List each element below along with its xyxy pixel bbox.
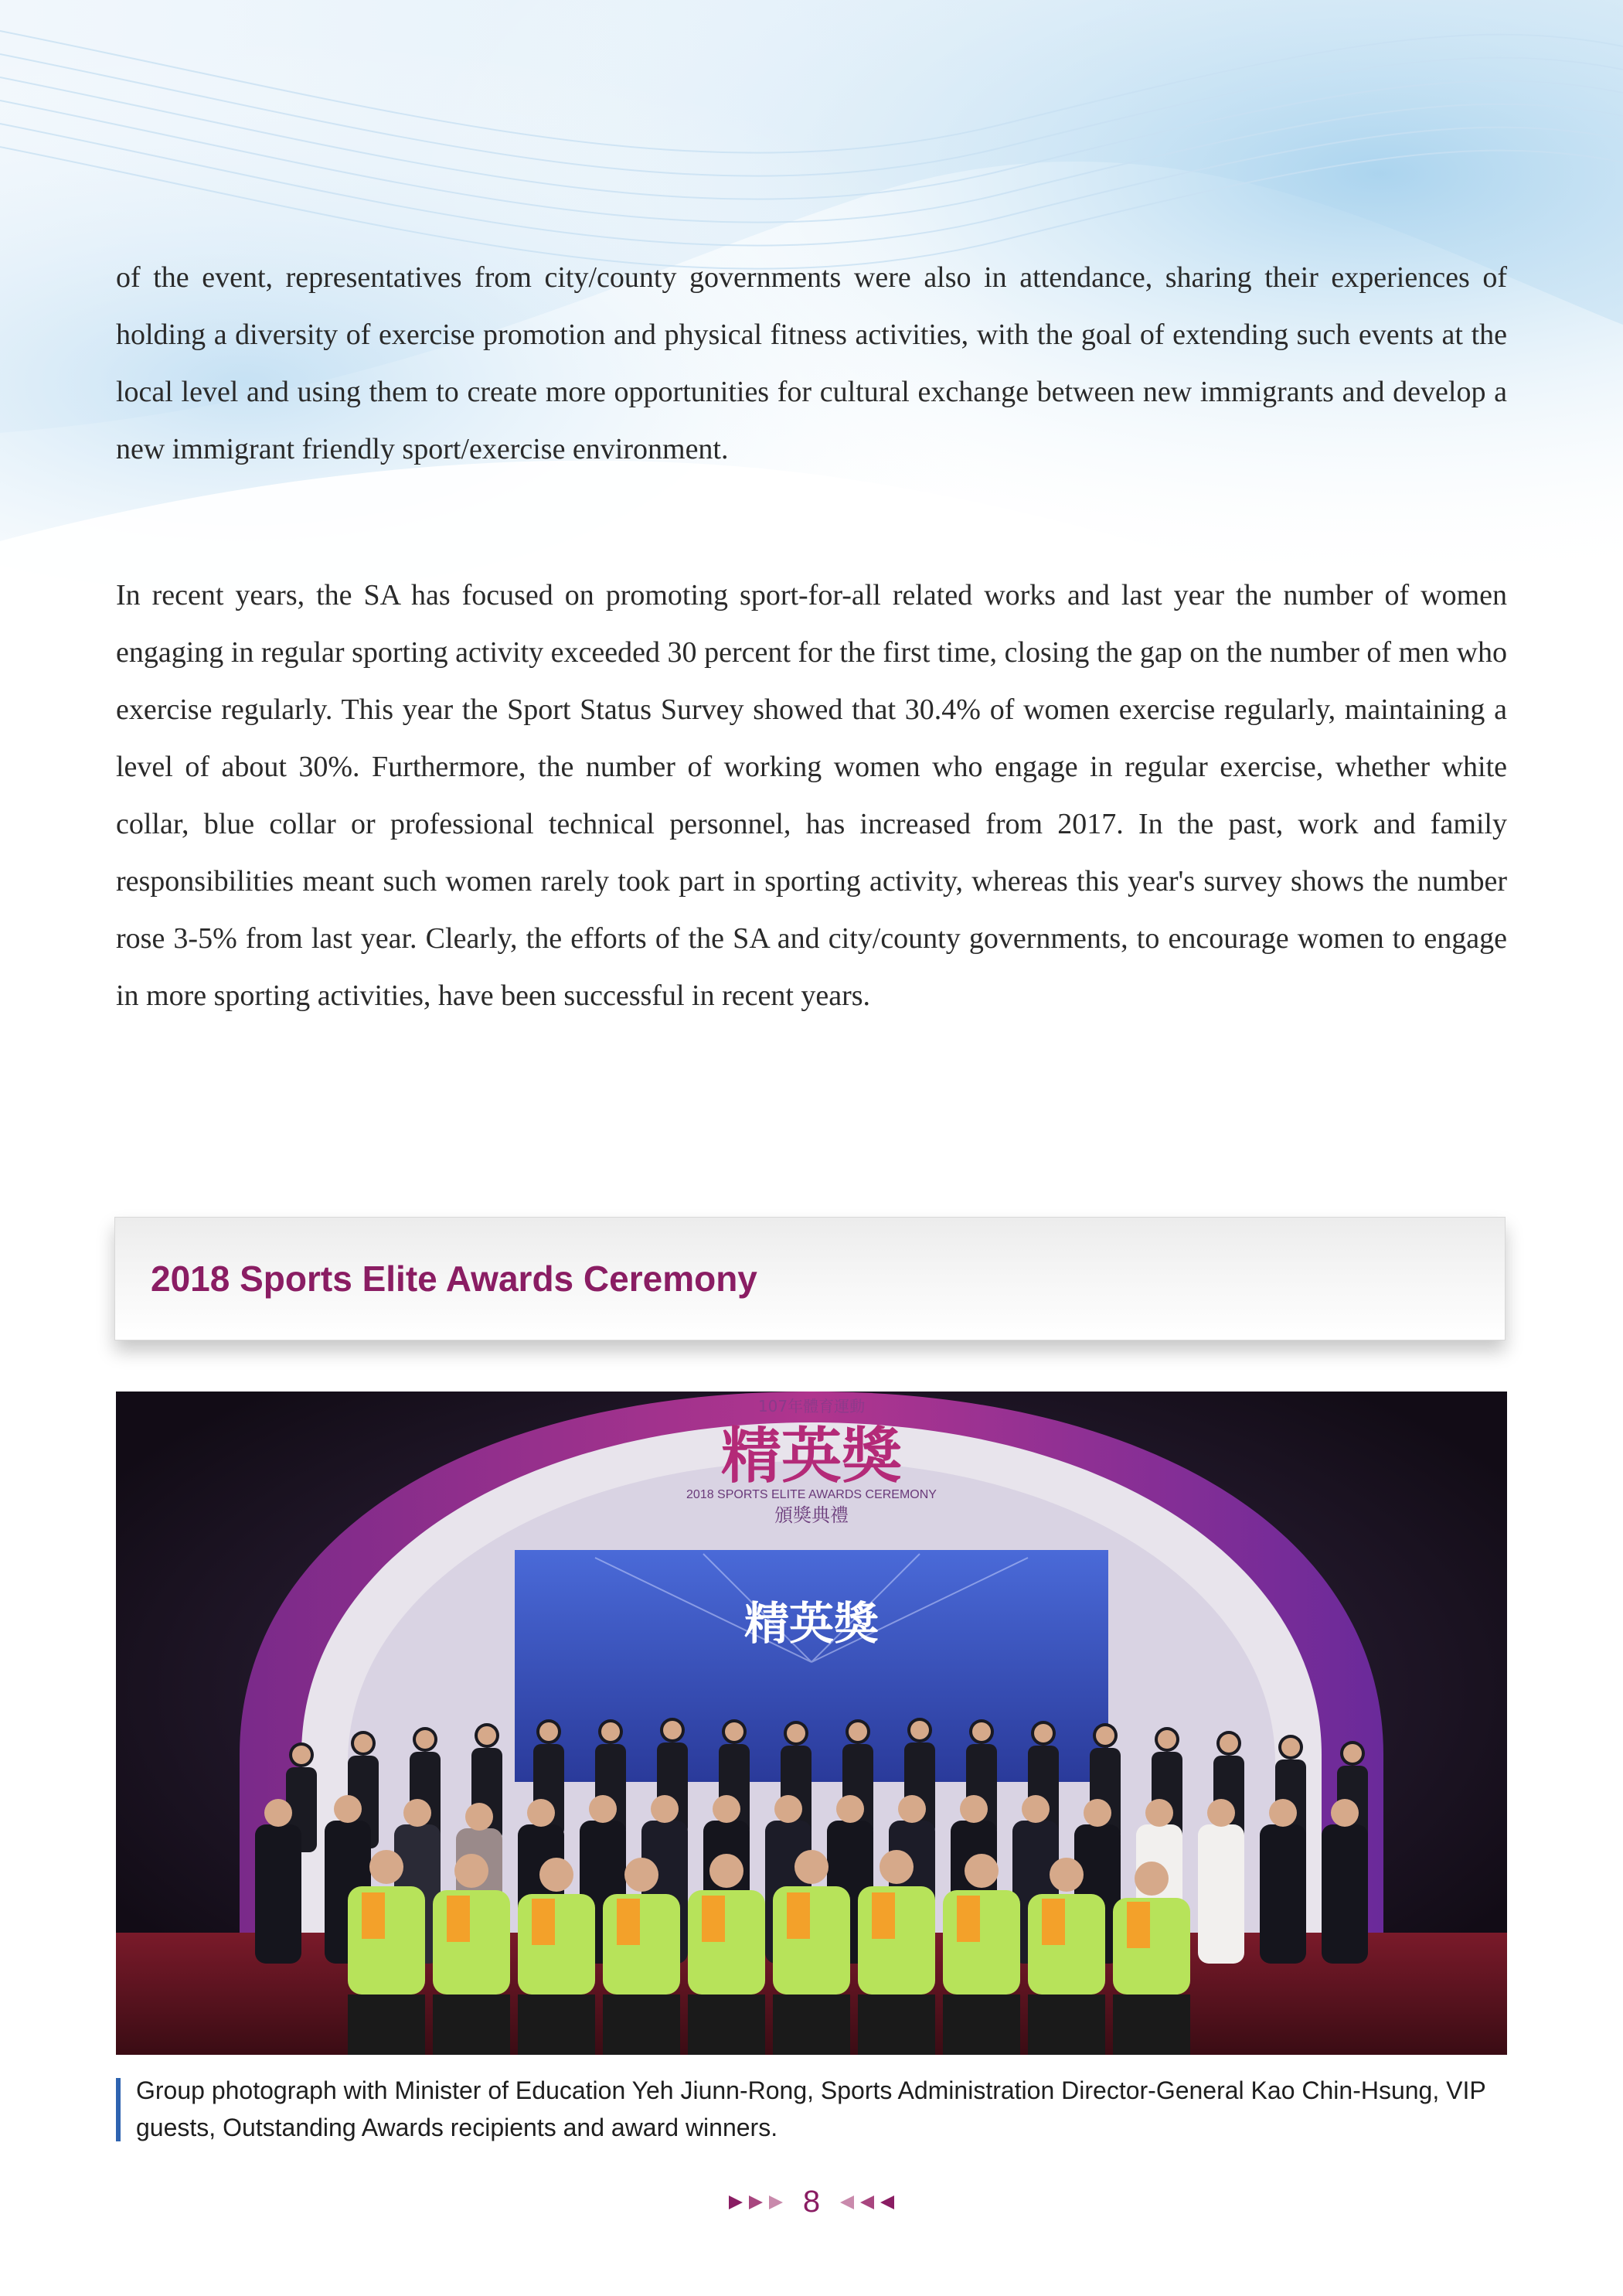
body-paragraph-2: In recent years, the SA has focused on promoting sport-for-all related works and last year the number of women engaging in regular sporting activity exceeded 30 percent for the first time, closing the gap on the number of men who exercise regularly. This year the Sport Status Survey showed that 30.4% of women exercise regularly, maintaining a level of about 30%. Furthermore, the number of working women who engage in regular exercise, whether white collar, blue collar or professional technical personnel, has increased from 2017. In the past, work and family responsibilities meant such women rarely took part in sporting activity, whereas this year's survey shows the number rose 3-5% from last year. Clearly, the efforts of the SA and city/county governments, to encourage women to engage in more sporting activities, have been successful in recent years.: [116, 579, 1507, 1012]
triangle-right-icon: [767, 2194, 784, 2211]
photo-caption: Group photograph with Minister of Education Yeh Jiunn-Rong, Sports Administration Director-General Kao Chin-Hsung, VIP guests, Outstanding Awards recipients and award winners.: [136, 2076, 1486, 2141]
screen-main-text: 精英獎: [743, 1597, 880, 1650]
left-arrows: [727, 2194, 784, 2211]
banner-small-text: 107年體育運動: [757, 1397, 866, 1415]
triangle-left-icon: [839, 2194, 856, 2211]
banner-english-text: 2018 SPORTS ELITE AWARDS CEREMONY: [686, 1488, 937, 1501]
ceremony-photo: [116, 1392, 1507, 2055]
section-header: [114, 1217, 1506, 1340]
banner-main-text: 精英獎: [720, 1422, 903, 1491]
triangle-right-icon: [727, 2194, 744, 2211]
triangle-left-icon: [879, 2194, 896, 2211]
page-number: 8: [802, 2185, 821, 2219]
triangle-right-icon: [747, 2194, 764, 2211]
pager: [727, 2185, 896, 2219]
right-arrows: [839, 2194, 896, 2211]
ceremony-photo-illustration: [116, 1392, 1507, 2055]
triangle-left-icon: [859, 2194, 876, 2211]
page-footer: [0, 2185, 1623, 2231]
banner-sub-text: 頒獎典禮: [774, 1504, 849, 1526]
section-title: 2018 Sports Elite Awards Ceremony: [151, 1259, 757, 1299]
body-paragraph-1: of the event, representatives from city/county governments were also in attendance, sharing their experiences of holding a diversity of exercise promotion and physical fitness activities, with the goal of extending such events at the local level and using them to create more opportunities for cultural exchange between new immigrants and develop a new immigrant friendly sport/exercise environment.: [116, 261, 1507, 465]
caption-accent-bar: [116, 2078, 121, 2141]
